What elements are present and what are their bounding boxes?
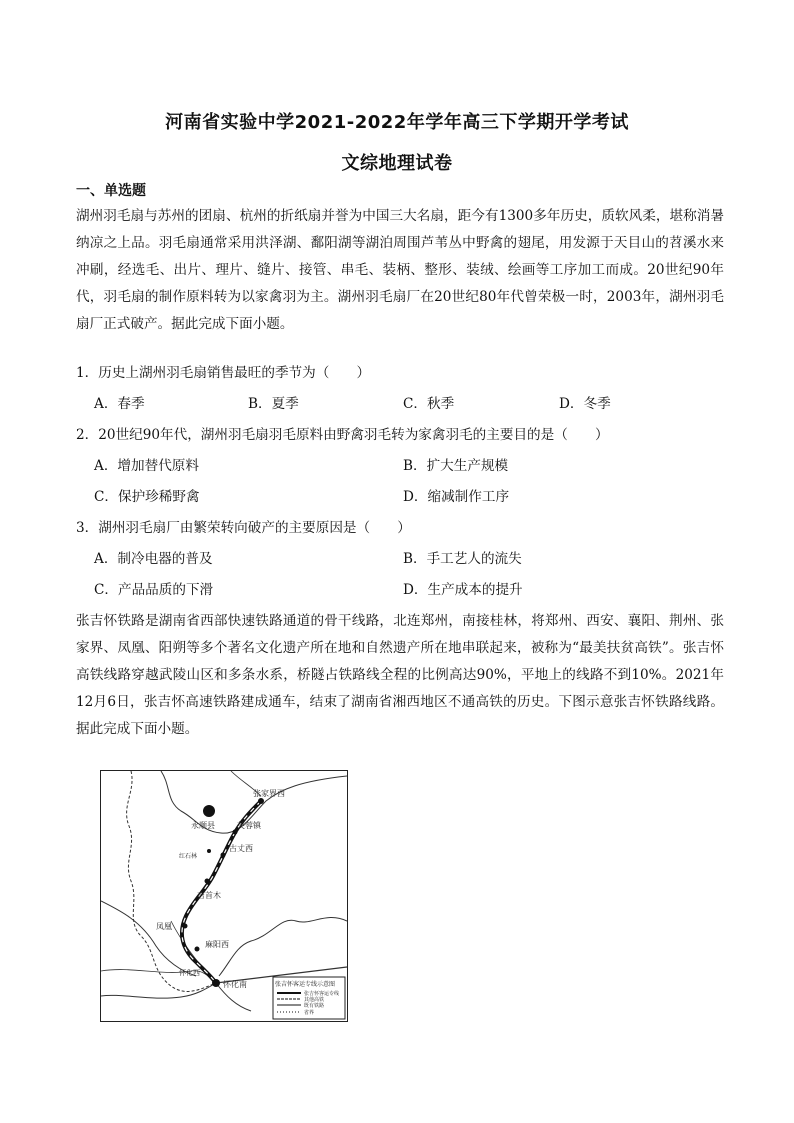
question-3-option-d: D．生产成本的提升	[403, 582, 523, 598]
label-furong: 古丈西	[229, 844, 253, 853]
station-fenghuang	[183, 924, 188, 929]
question-3-stem: 3．湖州羽毛扇厂由繁荣转向破产的主要原因是（ ）	[76, 520, 411, 536]
boundary-line-east	[219, 917, 347, 976]
yongshun-county-marker	[203, 805, 215, 817]
question-1-option-c: C．秋季	[403, 396, 455, 412]
station-furong	[233, 830, 238, 835]
page-title: 河南省实验中学2021-2022年学年高三下学期开学考试	[165, 112, 629, 133]
label-yongshun: 永顺县	[191, 821, 215, 830]
hongshilin-marker	[207, 849, 211, 853]
railway-map	[100, 770, 348, 1022]
station-guzhang	[221, 853, 226, 858]
station-zhangjiajie	[258, 798, 264, 804]
legend-item-1: 张吉怀客运专线	[304, 991, 340, 997]
legend-title: 张吉怀客运专线示意图	[275, 981, 336, 988]
question-2-option-a: A．增加替代原料	[94, 458, 199, 474]
question-3-option-c: C．产品品质的下滑	[94, 582, 214, 598]
question-1-option-d: D．冬季	[559, 396, 611, 412]
question-1-stem: 1．历史上湖州羽毛扇销售最旺的季节为（ ）	[76, 365, 371, 381]
label-zhangjiajie: 张家界西	[253, 789, 285, 798]
label-mayang: 麻阳西	[205, 940, 229, 949]
label-huaihuaxi: 怀化西	[179, 969, 200, 977]
question-3-option-a: A．制冷电器的普及	[94, 551, 213, 567]
question-2-stem: 2．20世纪90年代，湖州羽毛扇羽毛原料由野禽羽毛转为家禽羽毛的主要目的是（ ）	[76, 427, 609, 443]
label-hongshilin: 红石林	[179, 853, 198, 860]
question-3-option-b: B．手工艺人的流失	[403, 551, 522, 567]
section-heading: 一、单选题	[76, 183, 146, 199]
legend-item-4: 省界	[304, 1010, 315, 1016]
question-1-option-b: B．夏季	[248, 396, 299, 412]
reading-passage-2: 张吉怀铁路是湖南省西部快速铁路通道的骨干线路，北连郑州，南接桂林，将郑州、西安、襄阳、荆州、张家界、凤凰、阳朔等多个著名文化遗产所在地和自然遗产所在地串联起来，被称为“最美扶贫高铁”。张吉怀高铁线路穿越武陵山区和多条水系，桥隧占铁路线全程的比例高达90%，平地上的线路不到10%。2021年12月6日，张吉怀高速铁路建成通车，结束了湖南省湘西地区不通高铁的历史。下图示意张吉怀铁路线路。据此完成下面小题。	[76, 613, 724, 737]
question-2-option-b: B．扩大生产规模	[403, 458, 509, 474]
label-huaihua: 怀化南	[223, 980, 247, 989]
station-huaihua	[212, 979, 220, 987]
station-mayang	[195, 947, 200, 952]
station-jishou	[205, 879, 210, 884]
label-tuolong: 芙蓉镇	[237, 821, 261, 830]
label-fenghuang: 凤凰	[156, 922, 172, 931]
page-subtitle: 文综地理试卷	[341, 153, 453, 174]
boundary-line-west	[127, 771, 216, 991]
label-jishou: 吉首木	[197, 891, 221, 900]
question-2-option-d: D．缩减制作工序	[403, 489, 510, 505]
question-1-option-a: A．春季	[94, 396, 145, 412]
legend-item-2: 其他高铁	[304, 997, 325, 1003]
railway-map-svg	[101, 771, 347, 1021]
reading-passage-1: 湖州羽毛扇与苏州的团扇、杭州的折纸扇并誉为中国三大名扇，距今有1300多年历史，质软风柔，堪称消暑纳凉之上品。羽毛扇通常采用洪泽湖、鄱阳湖等湖泊周围芦苇丛中野禽的翅尾，用发源于天目山的苕溪水来冲刷，经选毛、出片、理片、缝片、接管、串毛、装柄、整形、装绒、绘画等工序加工而成。20世纪90年代，羽毛扇的制作原料转为以家禽羽为主。湖州羽毛扇厂在20世纪80年代曾荣极一时，2003年，湖州羽毛扇厂正式破产。据此完成下面小题。	[76, 208, 724, 332]
legend-item-3: 既有铁路	[304, 1003, 325, 1009]
question-2-option-c: C．保护珍稀野禽	[94, 489, 200, 505]
